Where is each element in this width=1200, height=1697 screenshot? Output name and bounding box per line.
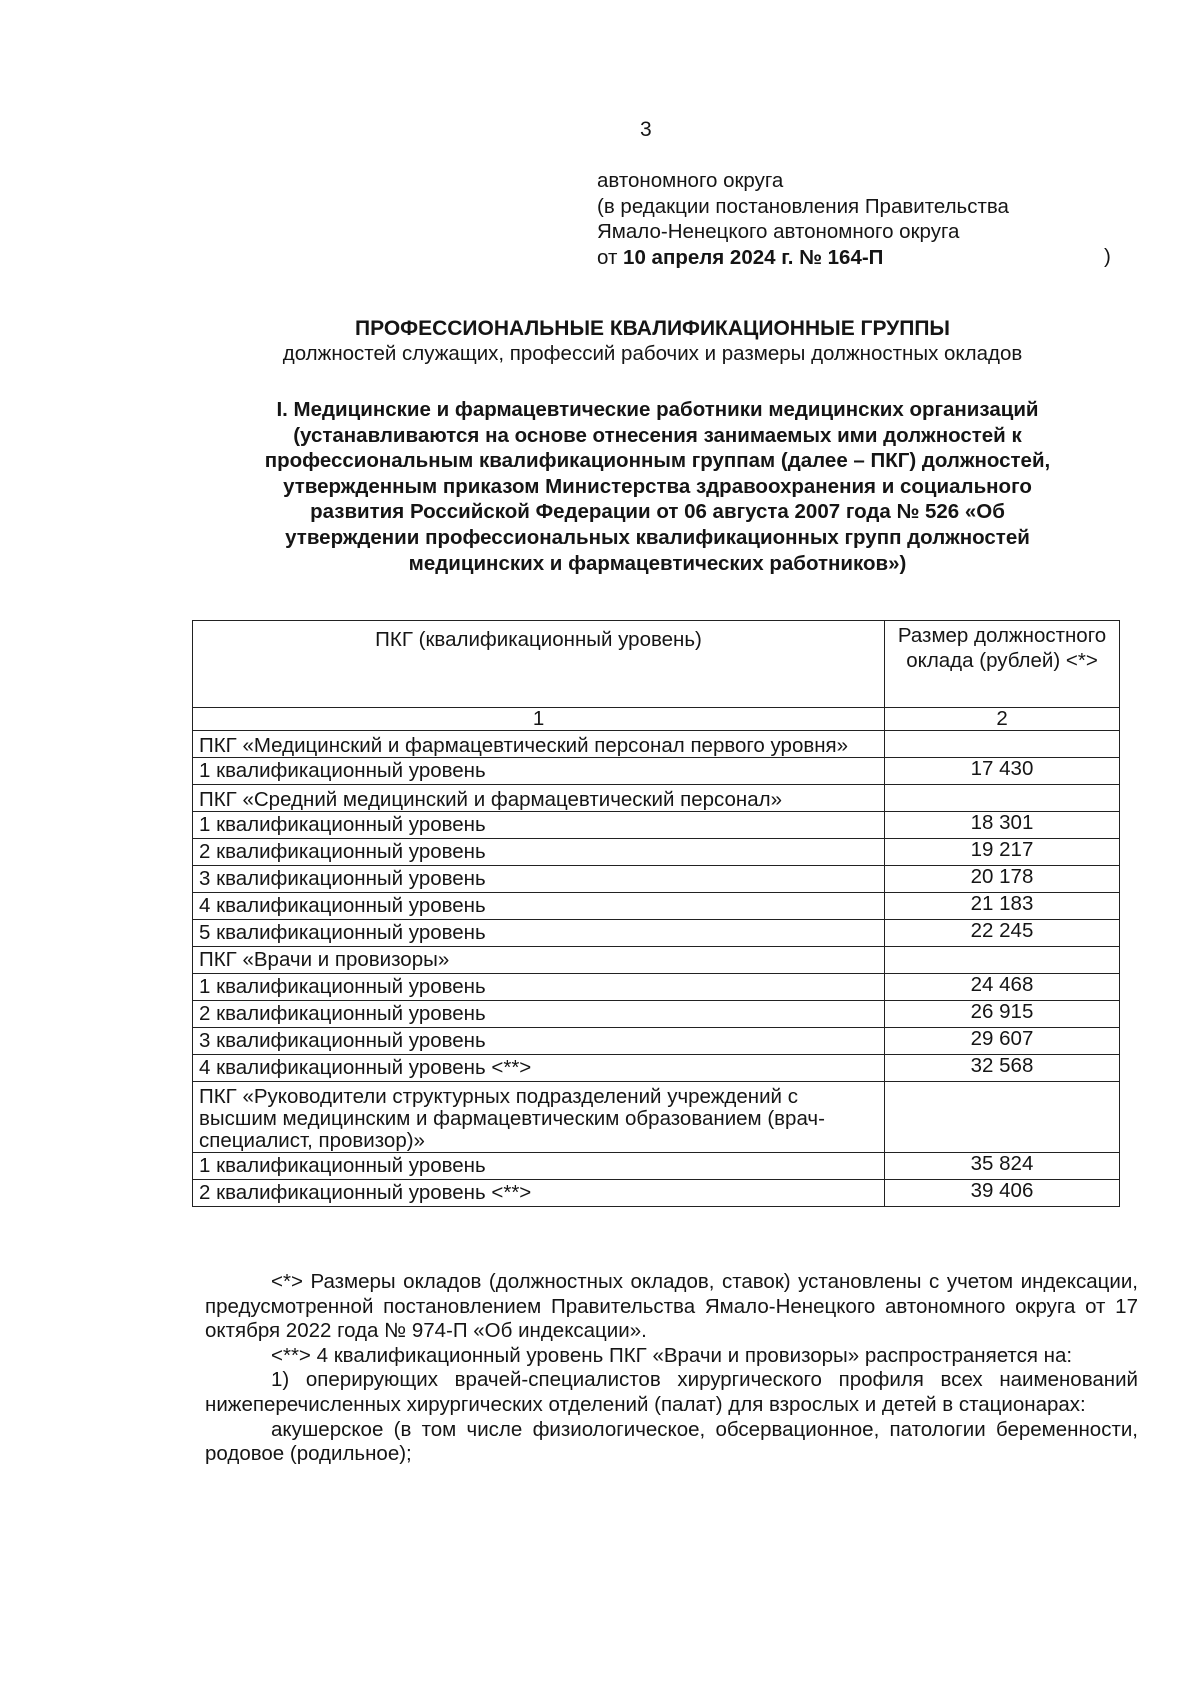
table-row <box>193 1055 1120 1082</box>
footnote-level-4: <**> 4 квалификационный уровень ПКГ «Врачи и провизоры» распространяется на: <box>271 1343 1073 1367</box>
row-label: 2 квалификационный уровень <box>193 1001 885 1028</box>
row-value: 19 217 <box>885 839 1120 866</box>
row-value: 26 915 <box>885 1001 1120 1028</box>
salary-table <box>192 620 1120 1207</box>
title-line-2: должностей служащих, профессий рабочих и размеры должностных окладов <box>282 342 1023 365</box>
header-pkg: ПКГ (квалификационный уровень) <box>193 621 885 708</box>
table-row <box>193 866 1120 893</box>
approval-line: автономного округа <box>597 169 784 192</box>
footnotes <box>205 1270 1138 1467</box>
table-row <box>193 947 1120 974</box>
row-label: 1 квалификационный уровень <box>193 1153 885 1180</box>
row-label: ПКГ «Врачи и провизоры» <box>193 947 885 974</box>
approval-stamp <box>597 168 1117 270</box>
footnote-obstetric: акушерское (в том числе физиологическое, обсервационное, патологии беременности, родовое (родильное); <box>205 1417 1138 1466</box>
table-row <box>193 1001 1120 1028</box>
table-row <box>193 1082 1120 1153</box>
document-title <box>230 316 1075 366</box>
approval-line: (в редакции постановления Правительства <box>597 194 1009 218</box>
row-label: ПКГ «Медицинский и фармацевтический персонал первого уровня» <box>193 731 885 758</box>
approval-date-line <box>597 245 1117 271</box>
row-value: 20 178 <box>885 866 1120 893</box>
row-label: 3 квалификационный уровень <box>193 866 885 893</box>
row-value <box>885 1082 1120 1153</box>
column-number: 1 <box>193 708 885 731</box>
row-value: 29 607 <box>885 1028 1120 1055</box>
table-row <box>193 812 1120 839</box>
row-label: 3 квалификационный уровень <box>193 1028 885 1055</box>
row-label: 4 квалификационный уровень <box>193 893 885 920</box>
table-row <box>193 1028 1120 1055</box>
row-value: 17 430 <box>885 758 1120 785</box>
row-label: 2 квалификационный уровень <**> <box>193 1180 885 1207</box>
row-label: 1 квалификационный уровень <box>193 812 885 839</box>
header-salary: Размер должностного оклада (рублей) <*> <box>885 621 1120 708</box>
table-header-row <box>193 621 1120 708</box>
row-value <box>885 785 1120 812</box>
row-label: 5 квалификационный уровень <box>193 920 885 947</box>
row-value <box>885 947 1120 974</box>
row-label: ПКГ «Средний медицинский и фармацевтический персонал» <box>193 785 885 812</box>
table-row <box>193 839 1120 866</box>
row-value <box>885 731 1120 758</box>
table-row <box>193 920 1120 947</box>
table-row <box>193 893 1120 920</box>
approval-closing-paren: ) <box>1104 245 1111 268</box>
row-value: 21 183 <box>885 893 1120 920</box>
table-row <box>193 758 1120 785</box>
row-value: 39 406 <box>885 1180 1120 1207</box>
section-heading: I. Медицинские и фармацевтические работники медицинских организаций (устанавливаются на основе отнесения занимаемых ими должностей к профессиональным квалификационным группам (далее – ПКГ) должностей, утвержденным приказом Министерства здравоохранения и социального развития Российской Федерации от 06 августа 2007 года № 526 «Об утверждении профессиональных квалификационных групп должностей медицинских и фармацевтических работников») <box>264 398 1051 575</box>
row-value: 18 301 <box>885 812 1120 839</box>
row-label: 4 квалификационный уровень <**> <box>193 1055 885 1082</box>
table-row <box>193 974 1120 1001</box>
page-number: 3 <box>640 118 652 141</box>
column-number-row <box>193 708 1120 731</box>
footnote-salary-indexation: <*> Размеры окладов (должностных окладов, ставок) установлены с учетом индексации, предусмотренной постановлением Правительства Ямало-Ненецкого автономного округа от 17 октября 2022 года № 974-П «Об индексации». <box>205 1270 1138 1343</box>
table-row <box>193 1180 1120 1207</box>
title-line-1: ПРОФЕССИОНАЛЬНЫЕ КВАЛИФИКАЦИОННЫЕ ГРУППЫ <box>355 317 950 340</box>
row-value: 32 568 <box>885 1055 1120 1082</box>
row-label: ПКГ «Руководители структурных подразделений учреждений с высшим медицинским и фармацевтическим образованием (врач-специалист, провизор)» <box>193 1082 885 1153</box>
row-label: 2 квалификационный уровень <box>193 839 885 866</box>
row-label: 1 квалификационный уровень <box>193 974 885 1001</box>
row-value: 22 245 <box>885 920 1120 947</box>
table-row <box>193 731 1120 758</box>
approval-date-prefix: от <box>597 245 624 269</box>
row-label: 1 квалификационный уровень <box>193 758 885 785</box>
footnote-item-1: 1) оперирующих врачей-специалистов хирургического профиля всех наименований нижеперечисленных хирургических отделений (палат) для взрослых и детей в стационарах: <box>205 1368 1138 1416</box>
column-number: 2 <box>885 708 1120 731</box>
table-row <box>193 785 1120 812</box>
table-row <box>193 1153 1120 1180</box>
approval-date: 10 апреля 2024 г. № 164-П <box>623 245 884 269</box>
row-value: 35 824 <box>885 1153 1120 1180</box>
row-value: 24 468 <box>885 974 1120 1001</box>
approval-line: Ямало-Ненецкого автономного округа <box>597 220 960 243</box>
